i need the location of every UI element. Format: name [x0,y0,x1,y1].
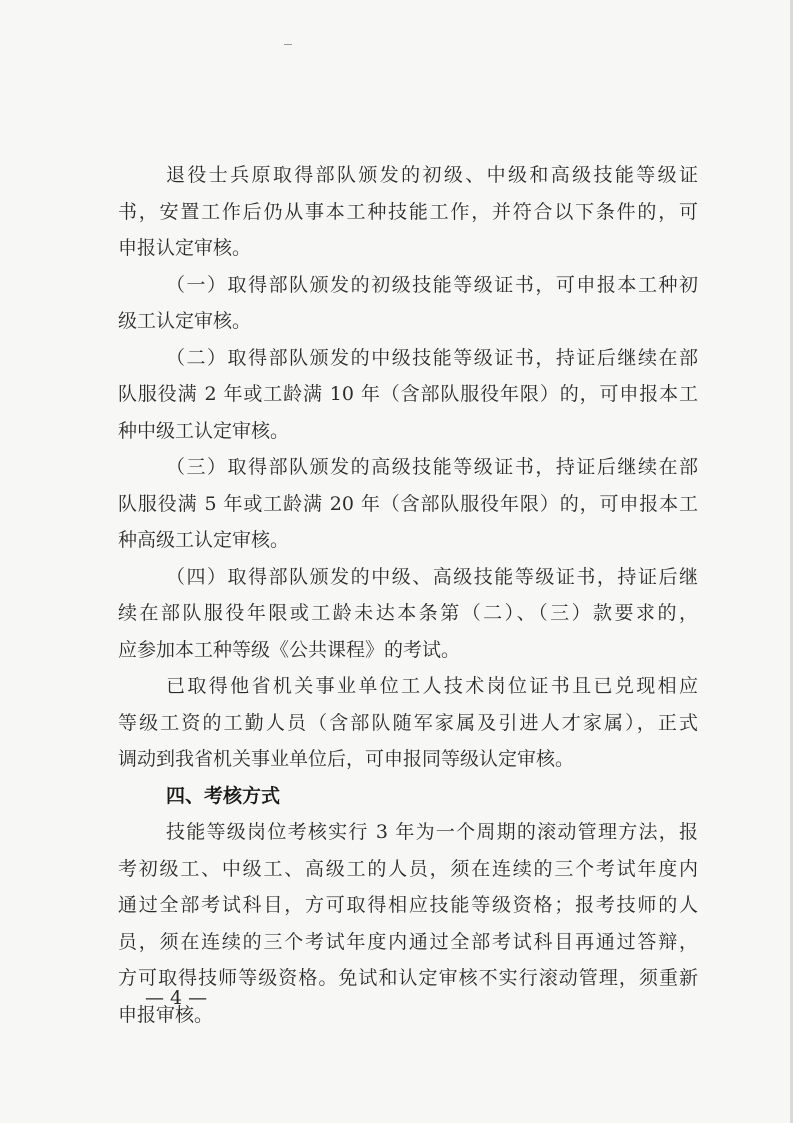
text-line: （一）取得部队颁发的初级技能等级证书，可申报本工种初 [166,273,698,296]
text-line: （三）取得部队颁发的高级技能等级证书，持证后继续在部 [166,456,698,478]
section-heading: 四、考核方式 [166,784,281,807]
text-line: 级工认定审核。 [118,310,252,332]
text-line: 续在部队服役年限或工龄未达本条第（二）、（三）款要求的， [118,602,698,624]
paragraph [118,449,698,559]
paragraph [118,340,698,450]
text-line: 已取得他省机关事业单位工人技术岗位证书且已兑现相应 [166,675,698,697]
text-line: 申报审核。 [118,1003,214,1026]
text-line: 退役士兵原取得部队颁发的初级、中级和高级技能等级证 [166,164,698,186]
text-line: 方可取得技师等级资格。免试和认定审核不实行滚动管理，须重新 [118,967,698,989]
text-line: （四）取得部队颁发的中级、高级技能等级证书，持证后继 [166,565,698,588]
paragraph [118,267,698,340]
text-line: 员，须在连续的三个考试年度内通过全部考试科目再通过答辩， [118,930,698,953]
text-line: （二）取得部队颁发的中级技能等级证书，持证后继续在部 [166,346,698,369]
paragraph [118,157,698,267]
document-body [118,157,698,1033]
text-line: 申报认定审核。 [118,237,252,259]
text-line: 种中级工认定审核。 [118,419,290,442]
text-line: 通过全部考试科目，方可取得相应技能等级资格；报考技师的人 [118,894,698,916]
text-line: 队服役满 2 年或工龄满 10 年（含部队服役年限）的，可申报本工 [118,383,698,405]
text-line: 书，安置工作后仍从事本工种技能工作，并符合以下条件的，可 [118,200,698,223]
paragraph [118,559,698,669]
text-line: 调动到我省机关事业单位后，可申报同等级认定审核。 [118,748,575,770]
page-number: — 4 — [145,987,208,1009]
text-line: 等级工资的工勤人员（含部队随军家属及引进人才家属），正式 [118,711,698,734]
scan-mark [284,44,292,45]
text-line: 考初级工、中级工、高级工的人员，须在连续的三个考试年度内 [118,857,698,880]
text-line: 种高级工认定审核。 [118,529,290,551]
text-line: 队服役满 5 年或工龄满 20 年（含部队服役年限）的，可申报本工 [118,492,698,515]
text-line: 技能等级岗位考核实行 3 年为一个周期的滚动管理方法，报 [166,821,698,843]
paragraph [118,668,698,778]
text-line: 应参加本工种等级《公共课程》的考试。 [118,638,461,661]
